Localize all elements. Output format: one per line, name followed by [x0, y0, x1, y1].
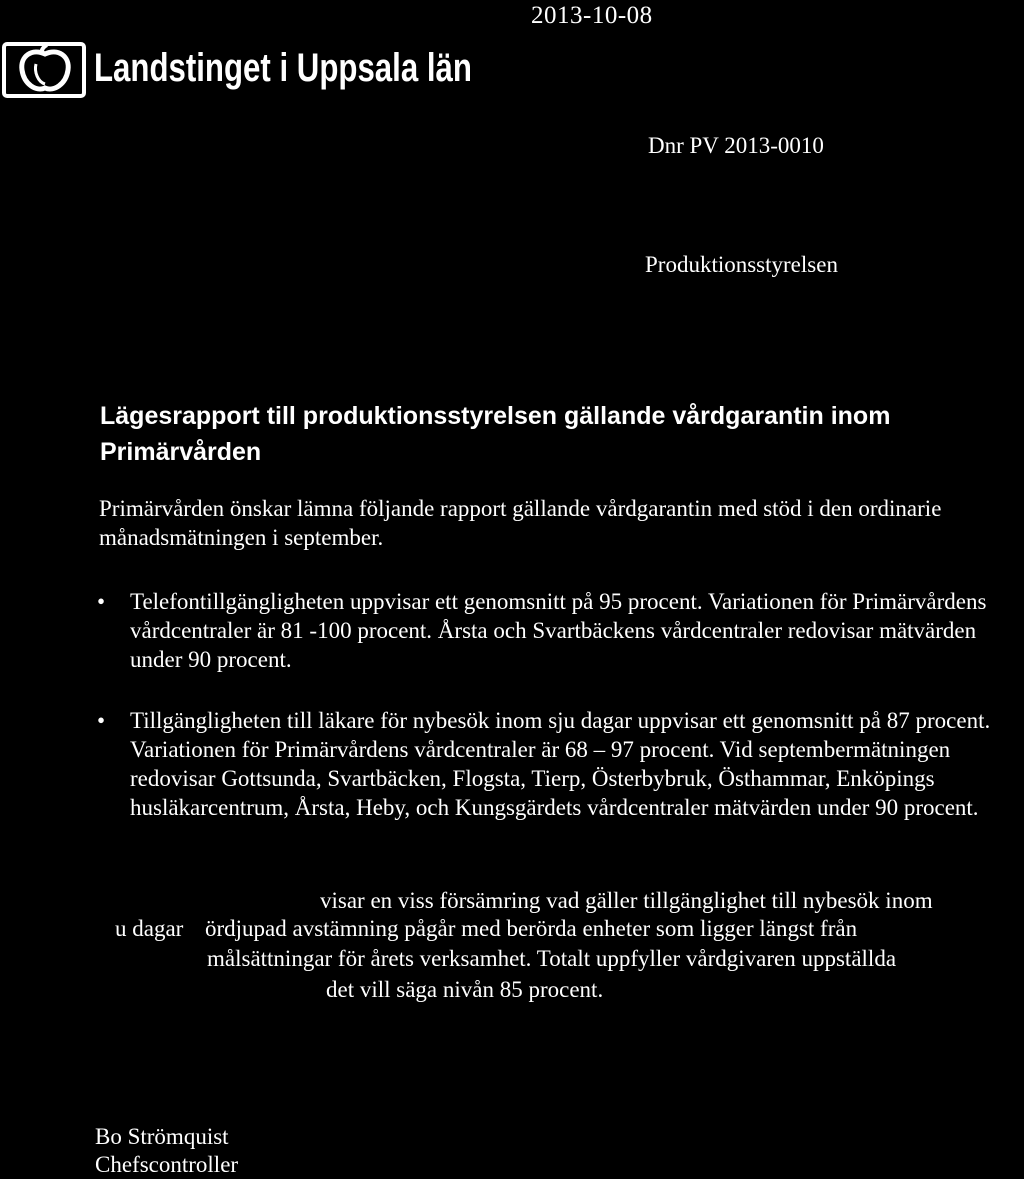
bullet-icon: •: [97, 589, 106, 614]
signer-name: Bo Strömquist: [95, 1124, 229, 1149]
partial-paragraph-line: det vill säga nivån 85 procent.: [326, 977, 604, 1002]
signer-title: Chefscontroller: [95, 1152, 239, 1177]
list-item-text: Telefontillgängligheten uppvisar ett genomsnitt på 95 procent. Variationen för Primärvårdens vårdcentraler är 81 -100 procent. Årsta och Svartbäckens vårdcentraler redovisar mätvärden under 90 procent.: [130, 589, 987, 672]
organization-name: Landstinget i Uppsala län: [94, 46, 472, 90]
partial-paragraph-fragment: u dagar: [115, 916, 184, 941]
recipient: Produktionsstyrelsen: [645, 252, 838, 277]
list-item-text: Tillgängligheten till läkare för nybesök inom sju dagar uppvisar ett genomsnitt på 87 procent. Variationen för Primärvårdens vårdcentraler är 68 – 97 procent. Vid septembermätningen redovisar Gottsunda, Svartbäcken, Flogsta, Tierp, Österbybruk, Östhammar, Enköpings husläkarcentrum, Årsta, Heby, och Kungsgärdets vårdcentraler mätvärden under 90 procent.: [130, 708, 991, 820]
document-date: 2013-10-08: [531, 2, 653, 29]
partial-paragraph-line: målsättningar för årets verksamhet. Totalt uppfyller vårdgivaren uppställda: [207, 946, 897, 971]
list-item: [97, 706, 1007, 822]
partial-paragraph-line: ördjupad avstämning pågår med berörda enheter som ligger längst från: [205, 916, 858, 941]
bullet-list: [97, 587, 1007, 854]
partial-paragraph-line: visar en viss försämring vad gäller tillgänglighet till nybesök inom: [320, 888, 933, 913]
list-item: [97, 587, 1007, 674]
apple-emblem-icon: [2, 42, 88, 98]
intro-paragraph: Primärvården önskar lämna följande rapport gällande vårdgarantin med stöd i den ordinarie månadsmätningen i september.: [99, 496, 942, 550]
bullet-icon: •: [97, 708, 106, 733]
document-heading: Lägesrapport till produktionsstyrelsen gällande vårdgarantin inom Primärvården: [100, 402, 891, 466]
diary-number: Dnr PV 2013-0010: [648, 133, 824, 158]
